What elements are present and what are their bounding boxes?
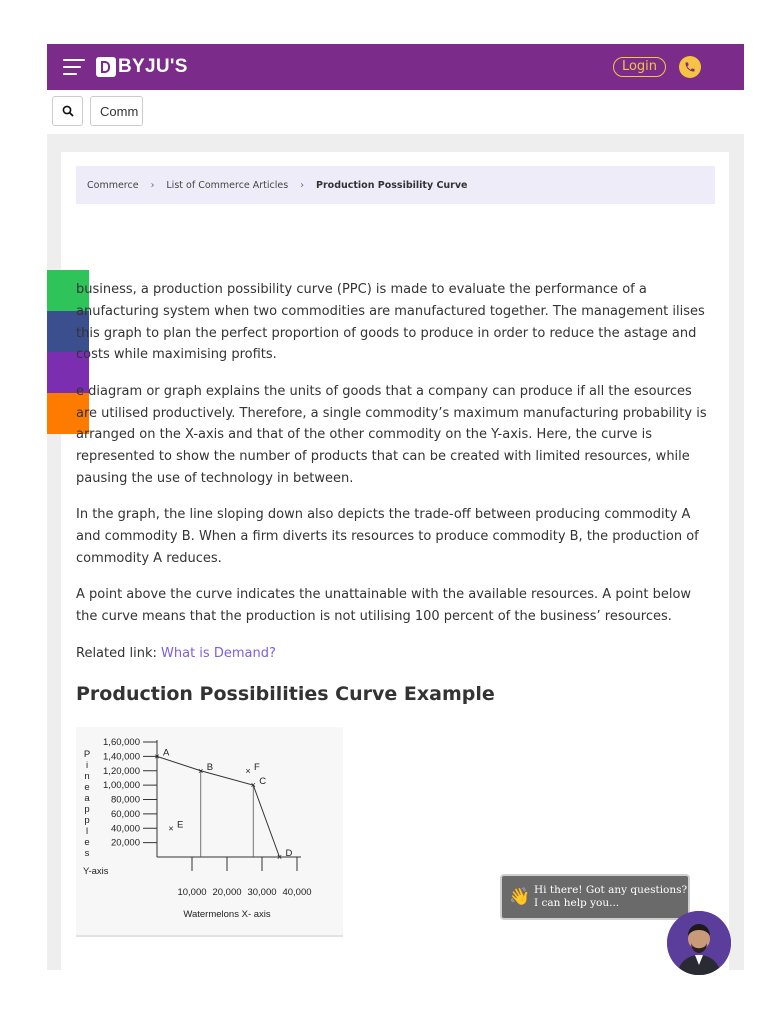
breadcrumb-current-page: Production Possibility Curve — [316, 179, 468, 191]
chat-avatar[interactable] — [667, 911, 731, 975]
y-axis-label-letter: e — [84, 837, 90, 848]
chat-line-2: I can help you... — [534, 897, 620, 909]
point-marker: × — [154, 751, 160, 762]
y-tick-label: 1,40,000 — [103, 751, 140, 763]
hamburger-menu-icon[interactable] — [63, 59, 85, 75]
point-label: F — [254, 761, 260, 773]
breadcrumb-separator-icon: › — [150, 179, 155, 191]
search-input[interactable] — [90, 96, 143, 126]
y-axis-label-letter: P — [83, 749, 91, 760]
y-axis-label-letter: p — [84, 815, 90, 826]
article-body — [76, 279, 716, 679]
phone-icon[interactable] — [679, 56, 701, 78]
search-button[interactable] — [52, 96, 83, 126]
paragraph: In the graph, the line sloping down also depicts the trade-off between producing commodity A and commodity B. When a firm diverts its resources to produce commodity B, the production of commodity A reduces. — [76, 507, 699, 566]
paragraph: business, a production possibility curve (PPC) is made to evaluate the performance of a anufacturing system when two commodities are manufactured together. The management ilises this graph to plan the perfect proportion of goods to produce in order to reduce the astage and costs while maximising profits. — [76, 282, 705, 363]
y-tick-label: 1,60,000 — [103, 737, 140, 748]
x-tick-label: 40,000 — [282, 887, 312, 898]
point-marker: × — [245, 765, 251, 776]
x-tick-label: 30,000 — [247, 887, 277, 898]
login-button[interactable]: Login — [613, 57, 666, 77]
y-tick-label: 80,000 — [110, 794, 140, 806]
point-label: E — [177, 819, 184, 831]
y-axis-label-letter: s — [84, 848, 90, 859]
search-icon — [62, 105, 74, 117]
point-label: B — [206, 761, 214, 773]
chat-line-1: Hi there! Got any questions? — [534, 884, 688, 896]
section-heading: Production Possibilities Curve Example — [76, 683, 495, 705]
wave-icon: 👋 — [509, 887, 531, 907]
paragraph: A point above the curve indicates the unattainable with the available resources. A point below the curve means that the production is not utilising 100 percent of the business’ resources. — [76, 587, 692, 625]
breadcrumb — [76, 166, 715, 204]
related-link-prefix: Related link: — [76, 645, 162, 661]
point-label: D — [285, 848, 293, 859]
y-axis-label-letter: a — [84, 793, 90, 804]
chat-bubble[interactable] — [500, 874, 690, 920]
point-marker: × — [276, 852, 283, 862]
logo-mark-icon — [96, 57, 116, 77]
chat-message — [534, 884, 687, 910]
paragraph: e diagram or graph explains the units of goods that a company can produce if all the esources are utilised productively. Therefore, a single commodity’s maximum manufacturing probability is arranged on the X-axis and that of the other commodity on the Y-axis. Here, the curve is represented to show the number of products that can be created with limited resources, while pausing the use of technology in between. — [76, 383, 707, 486]
point-marker: × — [198, 765, 204, 776]
y-tick-label: 20,000 — [110, 837, 140, 849]
breadcrumb-separator-icon: › — [300, 179, 305, 191]
top-navbar — [47, 44, 744, 90]
point-label: A — [163, 747, 170, 759]
avatar-icon — [667, 911, 731, 975]
point-marker: × — [250, 780, 256, 791]
y-tick-label: 1,00,000 — [103, 780, 140, 792]
point-marker: × — [168, 823, 174, 834]
y-axis-label-letter: i — [85, 760, 89, 771]
related-link[interactable]: What is Demand? — [161, 645, 276, 661]
x-tick-label: 20,000 — [212, 887, 242, 898]
breadcrumb-commerce[interactable]: Commerce — [87, 179, 139, 191]
y-tick-label: 60,000 — [110, 808, 140, 820]
ppc-curve-line — [157, 756, 280, 857]
point-label: C — [259, 776, 267, 788]
y-axis-label-letter: l — [85, 826, 89, 837]
x-tick-label: 10,000 — [177, 887, 207, 898]
y-axis-label-letter: n — [84, 771, 90, 782]
y-axis-title: Y-axis — [83, 866, 109, 877]
y-tick-label: 1,20,000 — [103, 765, 140, 777]
logo-text: BYJU'S — [118, 56, 188, 77]
related-link-paragraph — [76, 643, 716, 665]
y-axis-label-letter: e — [84, 782, 90, 793]
x-axis-title: Watermelons X- axis — [183, 909, 271, 920]
ppc-chart — [76, 727, 343, 935]
y-axis-label-letter: p — [84, 804, 90, 815]
byjus-logo[interactable] — [96, 56, 188, 78]
ppc-chart-figure — [76, 727, 343, 937]
breadcrumb-commerce-articles[interactable]: List of Commerce Articles — [166, 179, 289, 191]
search-row — [47, 90, 744, 134]
y-tick-label: 40,000 — [110, 823, 140, 835]
